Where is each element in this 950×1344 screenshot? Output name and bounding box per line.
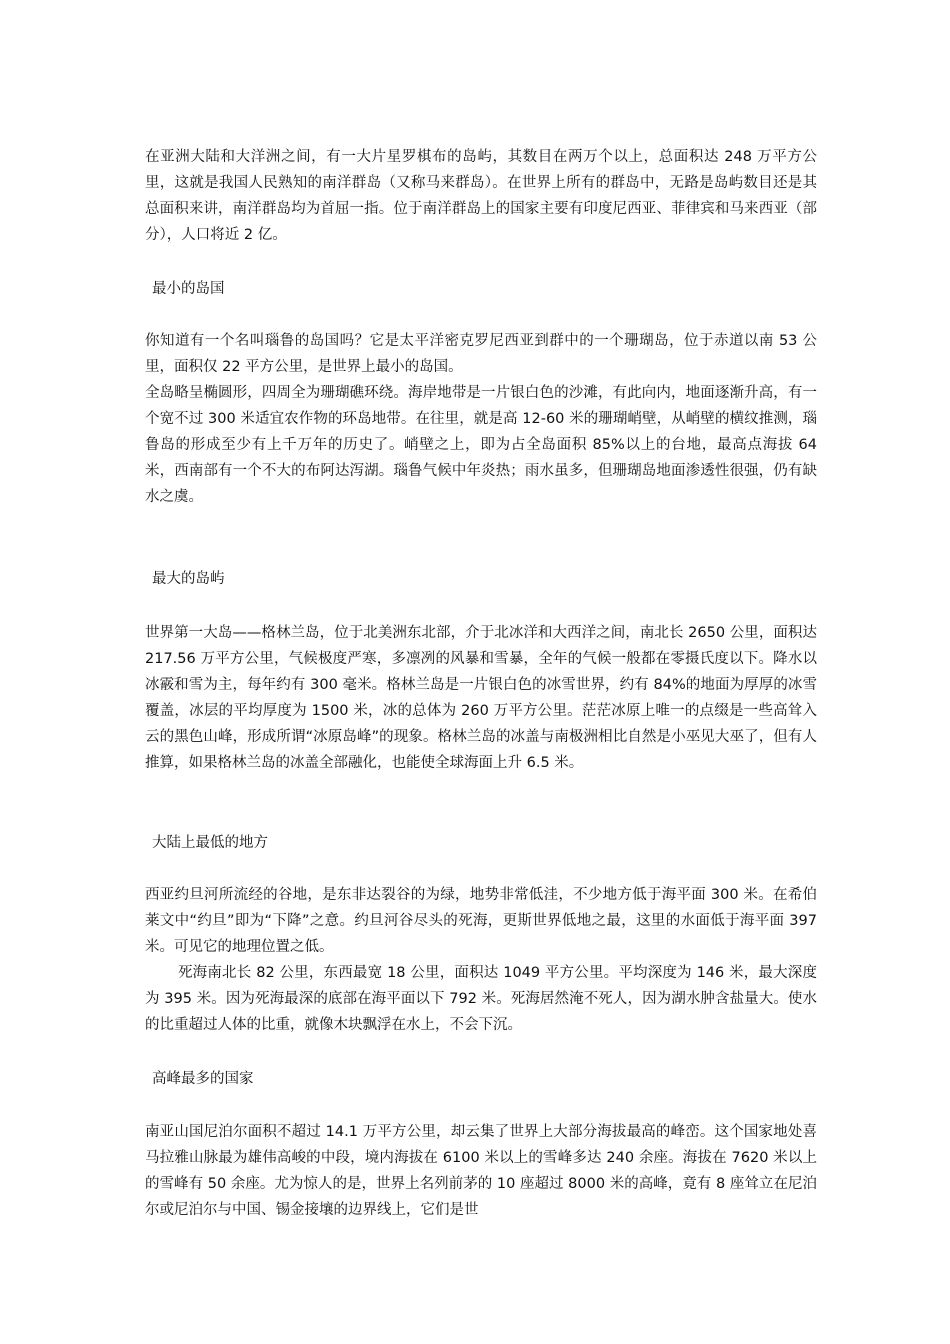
intro-block <box>145 144 817 248</box>
section-heading-most-peaks-country: 高峰最多的国家 <box>152 1071 254 1087</box>
section-heading-lowest-place-on-land: 大陆上最低的地方 <box>152 835 268 851</box>
section-heading-largest-island: 最大的岛屿 <box>152 571 225 587</box>
section-body-smallest-island-nation <box>145 328 817 510</box>
section-heading-smallest-island-nation: 最小的岛国 <box>152 281 225 297</box>
paragraph: 南亚山国尼泊尔面积不超过 14.1 万平方公里，却云集了世界上大部分海拔最高的峰峦。这个国家地处喜马拉雅山脉最为雄伟高峻的中段，境内海拔在 6100 米以上的雪峰多达 240 余座。海拔在 7620 米以上的雪峰有 50 余座。尤为惊人的是，世界上名列前茅的 10 座超过 8000 米的高峰，竟有 8 座耸立在尼泊尔或尼泊尔与中国、锡金接壤的边界线上，它们是世 <box>145 1124 817 1218</box>
intro-paragraph: 在亚洲大陆和大洋洲之间，有一大片星罗棋布的岛屿，其数目在两万个以上，总面积达 248 万平方公里，这就是我国人民熟知的南洋群岛（又称马来群岛）。在世界上所有的群岛中，无路是岛屿数目还是其总面积来讲，南洋群岛均为首屈一指。位于南洋群岛上的国家主要有印度尼西亚、菲律宾和马来西亚（部分），人口将近 2 亿。 <box>145 149 817 243</box>
paragraph: 西亚约旦河所流经的谷地，是东非达裂谷的为绿，地势非常低洼，不少地方低于海平面 300 米。在希伯莱文中“约旦”即为“下降”之意。约旦河谷尽头的死海，更斯世界低地之最，这里的水面低于海平面 397 米。可见它的地理位置之低。 <box>145 887 817 955</box>
section-body-lowest-place-on-land <box>145 882 817 1038</box>
paragraph: 全岛略呈椭圆形，四周全为珊瑚礁环绕。海岸地带是一片银白色的沙滩，有此向内，地面逐渐升高，有一个宽不过 300 米适宜农作物的环岛地带。在往里，就是高 12-60 米的珊瑚峭壁，从峭壁的横纹推测，瑙鲁岛的形成至少有上千万年的历史了。峭壁之上，即为占全岛面积 85%以上的台地，最高点海拔 64 米，西南部有一个不大的布阿达泻湖。瑙鲁气候中年炎热；雨水虽多，但珊瑚岛地面渗透性很强，仍有缺水之虞。 <box>145 385 817 505</box>
paragraph: 你知道有一个名叫瑙鲁的岛国吗？它是太平洋密克罗尼西亚到群中的一个珊瑚岛，位于赤道以南 53 公里，面积仅 22 平方公里，是世界上最小的岛国。 <box>145 333 817 375</box>
section-body-most-peaks-country <box>145 1119 817 1223</box>
paragraph: 世界第一大岛——格林兰岛，位于北美洲东北部，介于北冰洋和大西洋之间，南北长 2650 公里，面积达 217.56 万平方公里，气候极度严寒，多凛冽的风暴和雪暴，全年的气候一般都在零摄氏度以下。降水以冰霰和雪为主，每年约有 300 毫米。格林兰岛是一片银白色的冰雪世界，约有 84%的地面为厚厚的冰雪覆盖，冰层的平均厚度为 1500 米，冰的总体为 260 万平方公里。茫茫冰原上唯一的点缀是一些高耸入云的黑色山峰，形成所谓“冰原岛峰”的现象。格林兰岛的冰盖与南极洲相比自然是小巫见大巫了，但有人推算，如果格林兰岛的冰盖全部融化，也能使全球海面上升 6.5 米。 <box>145 625 817 771</box>
section-body-largest-island <box>145 620 817 776</box>
paragraph: 死海南北长 82 公里，东西最宽 18 公里，面积达 1049 平方公里。平均深度为 146 米，最大深度为 395 米。因为死海最深的底部在海平面以下 792 米。死海居然淹不死人，因为湖水肿含盐量大。使水的比重超过人体的比重，就像木块飘浮在水上，不会下沉。 <box>145 965 817 1033</box>
